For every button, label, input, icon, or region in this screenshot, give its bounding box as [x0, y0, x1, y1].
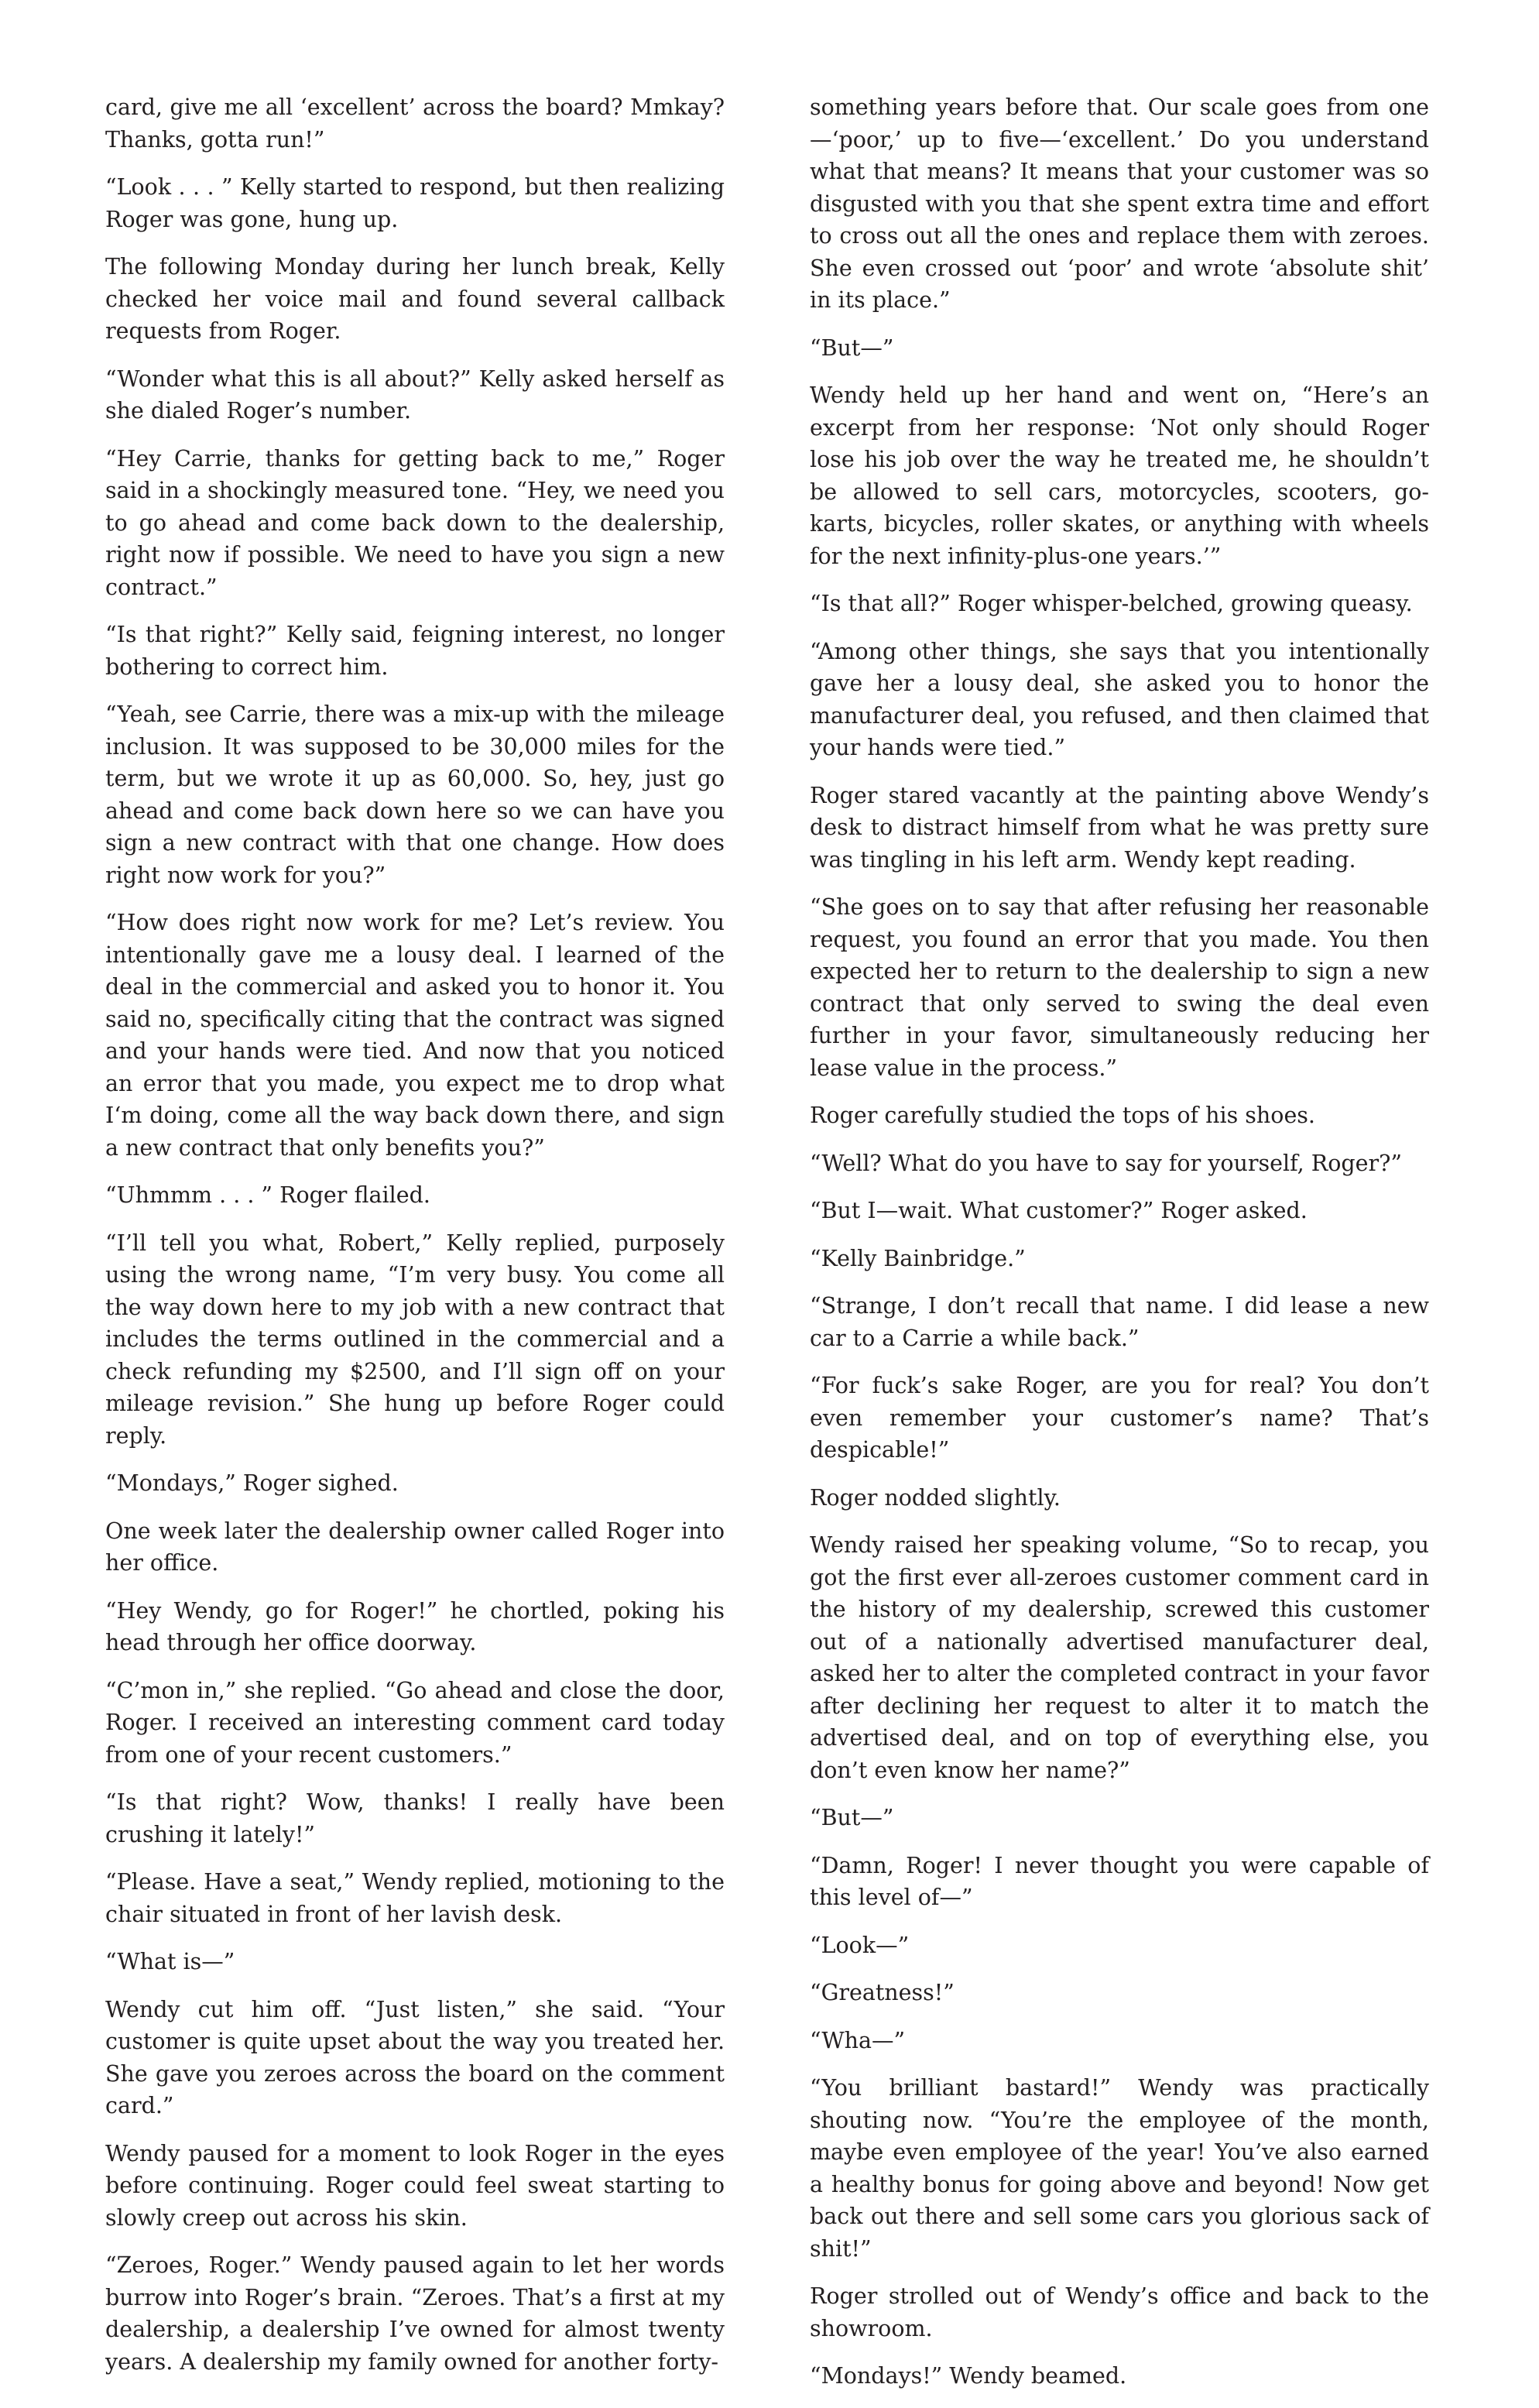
- paragraph: Roger carefully studied the tops of his shoes.: [810, 1103, 1315, 1128]
- paragraph: “How does right now work for me? Let’s review. You intentionally gave me a lousy deal. I learned of the deal in the commercial and asked you to honor it. You said no, specifically citing that the contract was signed and your hands were tied. And now that you noticed an error that you made, you expect me to drop what I‘m doing, come all the way back down there, and sign a new contract that only benefits you?”: [105, 910, 725, 1161]
- paragraph: something years before that. Our scale goes from one—‘poor,’ up to five—‘excellent.’ Do you understand what that means? It means that your customer was so disgusted with you that she spent extra time and effort to cross out all the ones and replace them with zeroes. She even crossed out ‘poor’ and wrote ‘absolute shit’ in its place.”: [810, 94, 1429, 313]
- paragraph: “Hey Carrie, thanks for getting back to me,” Roger said in a shockingly measured tone. “Hey, we need you to go ahead and come back down to the dealership, right now if possible. We need to have you sign a new contract.”: [105, 445, 725, 600]
- paragraph: Wendy paused for a moment to look Roger in the eyes before continuing. Roger could feel sweat starting to slowly creep out across his skin.: [105, 2140, 725, 2231]
- paragraph: “Hey Wendy, go for Roger!” he chortled, poking his head through her office doorway.: [105, 1597, 725, 1655]
- paragraph: “For fuck’s sake Roger, are you for real? You don’t even remember your customer’s name? That’s despicable!”: [810, 1373, 1429, 1463]
- paragraph: “She goes on to say that after refusing her reasonable request, you found an error that you made. You then expected her to return to the dealership to sign a new contract that only served to swing the deal even further in your favor, simultaneously reducing her lease value in the process.”: [810, 894, 1429, 1081]
- paragraph: “But—”: [810, 334, 894, 361]
- paragraph: Wendy raised her speaking volume, “So to recap, you got the first ever all-zeroes customer comment card in the history of my dealership, screwed this customer out of a nationally advertised manufacturer deal, asked her to alter the completed contract in your favor after declining her request to alter it to match the advertised deal, and on top of everything else, you don’t even know her name?”: [810, 1532, 1429, 1783]
- paragraph: Roger strolled out of Wendy’s office and back to the showroom.: [810, 2283, 1429, 2341]
- paragraph: “Uhmmm . . . ” Roger flailed.: [105, 1182, 430, 1208]
- paragraph: Wendy held up her hand and went on, “Here’s an excerpt from her response: ‘Not only should Roger lose his job over the way he treated me, he shouldn’t be allowed to sell cars, motorcycles, scooters, go-karts, bicycles, roller skates, or anything with wheels for the next infinity-plus-one years.’”: [810, 382, 1429, 569]
- paragraph: “What is—”: [105, 1949, 235, 1974]
- paragraph: “But I—wait. What customer?” Roger asked.: [810, 1198, 1308, 1223]
- paragraph: “Strange, I don’t recall that name. I did lease a new car to a Carrie a while back.”: [810, 1293, 1429, 1351]
- paragraph: “C’mon in,” she replied. “Go ahead and close the door, Roger. I received an interesting comment card today from one of your recent customers.”: [105, 1677, 725, 1768]
- paragraph: “Is that right?” Kelly said, feigning interest, no longer bothering to correct him.: [105, 622, 725, 680]
- paragraph: “Greatness!”: [810, 1980, 955, 2005]
- paragraph: “Kelly Bainbridge.”: [810, 1245, 1026, 1271]
- paragraph: The following Monday during her lunch break, Kelly checked her voice mail and found several callback requests from Roger.: [105, 254, 725, 344]
- paragraph: “Please. Have a seat,” Wendy replied, motioning to the chair situated in front of her lavish desk.: [105, 1869, 725, 1927]
- paragraph: “You brilliant bastard!” Wendy was practically shouting now. “You’re the employee of the month, maybe even employee of the year! You’ve also earned a healthy bonus for going above and beyond! Now get back out there and sell some cars you glorious sack of shit!”: [810, 2075, 1429, 2262]
- left-text-column: [105, 91, 725, 2393]
- paragraph: “Mondays,” Roger sighed.: [105, 1470, 399, 1496]
- paragraph: “Well? What do you have to say for yourself, Roger?”: [810, 1150, 1402, 1176]
- paragraph: One week later the dealership owner called Roger into her office.: [105, 1518, 725, 1576]
- paragraph: card, give me all ‘excellent’ across the board? Mmkay? Thanks, gotta run!”: [105, 94, 725, 153]
- paragraph: “Zeroes, Roger.” Wendy paused again to let her words burrow into Roger’s brain. “Zeroes. That’s a first at my dealership, a dealership I’ve owned for almost twenty years. A dealership my family owned for another forty-: [105, 2252, 725, 2375]
- paragraph: “I’ll tell you what, Robert,” Kelly replied, purposely using the wrong name, “I’m very busy. You come all the way down here to my job with a new contract that includes the terms outlined in the commercial and a check refunding my $2500, and I’ll sign off on your mileage revision.” She hung up before Roger could reply.: [105, 1230, 725, 1449]
- paragraph: Wendy cut him off. “Just listen,” she said. “Your customer is quite upset about the way you treated her. She gave you zeroes across the board on the comment card.”: [105, 1996, 725, 2118]
- paragraph: “Look—”: [810, 1932, 910, 1958]
- paragraph: “Wonder what this is all about?” Kelly asked herself as she dialed Roger’s number.: [105, 365, 725, 424]
- right-text-column: [810, 91, 1429, 2408]
- paragraph: “Yeah, see Carrie, there was a mix-up with the mileage inclusion. It was supposed to be 30,000 miles for the term, but we wrote it up as 60,000. So, hey, just go ahead and come back down here so we can have you sign a new contract with that one change. How does right now work for you?”: [105, 701, 725, 888]
- paragraph: Roger nodded slightly.: [810, 1484, 1061, 1511]
- paragraph: “Damn, Roger! I never thought you were capable of this level of—”: [810, 1852, 1429, 1910]
- paragraph: “Is that right? Wow, thanks! I really have been crushing it lately!”: [105, 1789, 725, 1847]
- paragraph: Roger stared vacantly at the painting above Wendy’s desk to distract himself from what he was pretty sure was tingling in his left arm. Wendy kept reading.: [810, 782, 1429, 873]
- paragraph: “But—”: [810, 1805, 894, 1830]
- paragraph: “Wha—”: [810, 2027, 906, 2053]
- paragraph: “Among other things, she says that you intentionally gave her a lousy deal, she asked you to honor the manufacturer deal, you refused, and then claimed that your hands were tied.”: [810, 638, 1429, 760]
- paragraph: “Mondays!” Wendy beamed.: [810, 2363, 1127, 2389]
- paragraph: “Is that all?” Roger whisper-belched, growing queasy.: [810, 591, 1413, 616]
- paragraph: “Look . . . ” Kelly started to respond, but then realizing Roger was gone, hung up.: [105, 174, 725, 232]
